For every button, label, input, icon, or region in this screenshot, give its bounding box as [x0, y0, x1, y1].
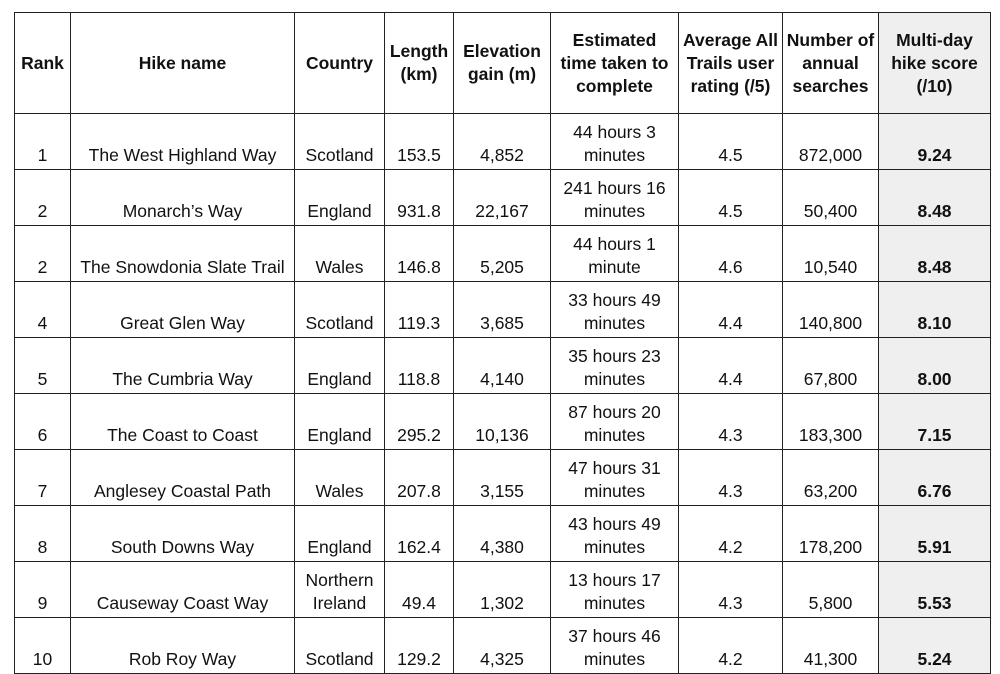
- length-cell: 931.8: [385, 170, 454, 226]
- hike-name-cell: The West Highland Way: [71, 114, 295, 170]
- table-row: [15, 618, 991, 674]
- elevation-cell: 4,380: [454, 506, 551, 562]
- searches-cell: 183,300: [783, 394, 879, 450]
- rank-cell: 2: [15, 170, 71, 226]
- searches-cell: 41,300: [783, 618, 879, 674]
- hike-ranking-table: [14, 12, 991, 674]
- table-row: [15, 506, 991, 562]
- score-cell: 7.15: [879, 394, 991, 450]
- elevation-cell: 5,205: [454, 226, 551, 282]
- length-cell: 207.8: [385, 450, 454, 506]
- rank-cell: 7: [15, 450, 71, 506]
- country-cell: England: [295, 394, 385, 450]
- time-cell: 87 hours 20 minutes: [551, 394, 679, 450]
- header-length: Length (km): [385, 13, 454, 114]
- hike-name-cell: Causeway Coast Way: [71, 562, 295, 618]
- header-elevation-gain: Elevation gain (m): [454, 13, 551, 114]
- hike-name-cell: The Coast to Coast: [71, 394, 295, 450]
- header-estimated-time: Estimated time taken to complete: [551, 13, 679, 114]
- country-cell: Scotland: [295, 618, 385, 674]
- elevation-cell: 3,685: [454, 282, 551, 338]
- time-cell: 37 hours 46 minutes: [551, 618, 679, 674]
- score-cell: 8.48: [879, 170, 991, 226]
- searches-cell: 67,800: [783, 338, 879, 394]
- rating-cell: 4.4: [679, 338, 783, 394]
- header-hike-name: Hike name: [71, 13, 295, 114]
- country-cell: Wales: [295, 450, 385, 506]
- score-cell: 6.76: [879, 450, 991, 506]
- country-cell: Scotland: [295, 114, 385, 170]
- hike-name-cell: The Snowdonia Slate Trail: [71, 226, 295, 282]
- elevation-cell: 4,140: [454, 338, 551, 394]
- elevation-cell: 4,325: [454, 618, 551, 674]
- elevation-cell: 10,136: [454, 394, 551, 450]
- rating-cell: 4.4: [679, 282, 783, 338]
- score-cell: 5.53: [879, 562, 991, 618]
- rank-cell: 5: [15, 338, 71, 394]
- time-cell: 35 hours 23 minutes: [551, 338, 679, 394]
- length-cell: 129.2: [385, 618, 454, 674]
- time-cell: 33 hours 49 minutes: [551, 282, 679, 338]
- length-cell: 146.8: [385, 226, 454, 282]
- time-cell: 43 hours 49 minutes: [551, 506, 679, 562]
- score-cell: 5.91: [879, 506, 991, 562]
- time-cell: 13 hours 17 minutes: [551, 562, 679, 618]
- country-cell: Wales: [295, 226, 385, 282]
- table-row: [15, 394, 991, 450]
- rating-cell: 4.3: [679, 394, 783, 450]
- score-cell: 8.48: [879, 226, 991, 282]
- table-row: [15, 282, 991, 338]
- hike-name-cell: Anglesey Coastal Path: [71, 450, 295, 506]
- hike-name-cell: Great Glen Way: [71, 282, 295, 338]
- rating-cell: 4.5: [679, 114, 783, 170]
- searches-cell: 872,000: [783, 114, 879, 170]
- rank-cell: 2: [15, 226, 71, 282]
- header-hike-score: Multi-day hike score (/10): [879, 13, 991, 114]
- rank-cell: 8: [15, 506, 71, 562]
- header-row: [15, 13, 991, 114]
- searches-cell: 140,800: [783, 282, 879, 338]
- rank-cell: 9: [15, 562, 71, 618]
- searches-cell: 50,400: [783, 170, 879, 226]
- time-cell: 44 hours 1 minute: [551, 226, 679, 282]
- searches-cell: 5,800: [783, 562, 879, 618]
- country-cell: Scotland: [295, 282, 385, 338]
- time-cell: 241 hours 16 minutes: [551, 170, 679, 226]
- header-country: Country: [295, 13, 385, 114]
- elevation-cell: 1,302: [454, 562, 551, 618]
- rating-cell: 4.3: [679, 562, 783, 618]
- rating-cell: 4.2: [679, 506, 783, 562]
- searches-cell: 10,540: [783, 226, 879, 282]
- elevation-cell: 4,852: [454, 114, 551, 170]
- hike-name-cell: Rob Roy Way: [71, 618, 295, 674]
- searches-cell: 63,200: [783, 450, 879, 506]
- rank-cell: 1: [15, 114, 71, 170]
- country-cell: England: [295, 506, 385, 562]
- header-user-rating: Average All Trails user rating (/5): [679, 13, 783, 114]
- length-cell: 118.8: [385, 338, 454, 394]
- header-annual-searches: Number of annual searches: [783, 13, 879, 114]
- table-row: [15, 114, 991, 170]
- table-row: [15, 562, 991, 618]
- score-cell: 8.10: [879, 282, 991, 338]
- score-cell: 5.24: [879, 618, 991, 674]
- country-cell: England: [295, 170, 385, 226]
- header-rank: Rank: [15, 13, 71, 114]
- length-cell: 153.5: [385, 114, 454, 170]
- table-row: [15, 226, 991, 282]
- length-cell: 49.4: [385, 562, 454, 618]
- country-cell: England: [295, 338, 385, 394]
- length-cell: 162.4: [385, 506, 454, 562]
- rank-cell: 6: [15, 394, 71, 450]
- rating-cell: 4.2: [679, 618, 783, 674]
- time-cell: 47 hours 31 minutes: [551, 450, 679, 506]
- elevation-cell: 22,167: [454, 170, 551, 226]
- rating-cell: 4.3: [679, 450, 783, 506]
- score-cell: 8.00: [879, 338, 991, 394]
- searches-cell: 178,200: [783, 506, 879, 562]
- table-row: [15, 450, 991, 506]
- score-cell: 9.24: [879, 114, 991, 170]
- table-row: [15, 338, 991, 394]
- elevation-cell: 3,155: [454, 450, 551, 506]
- rating-cell: 4.5: [679, 170, 783, 226]
- hike-name-cell: South Downs Way: [71, 506, 295, 562]
- country-cell: Northern Ireland: [295, 562, 385, 618]
- length-cell: 119.3: [385, 282, 454, 338]
- rank-cell: 4: [15, 282, 71, 338]
- table-row: [15, 170, 991, 226]
- length-cell: 295.2: [385, 394, 454, 450]
- hike-name-cell: The Cumbria Way: [71, 338, 295, 394]
- time-cell: 44 hours 3 minutes: [551, 114, 679, 170]
- hike-name-cell: Monarch’s Way: [71, 170, 295, 226]
- rank-cell: 10: [15, 618, 71, 674]
- rating-cell: 4.6: [679, 226, 783, 282]
